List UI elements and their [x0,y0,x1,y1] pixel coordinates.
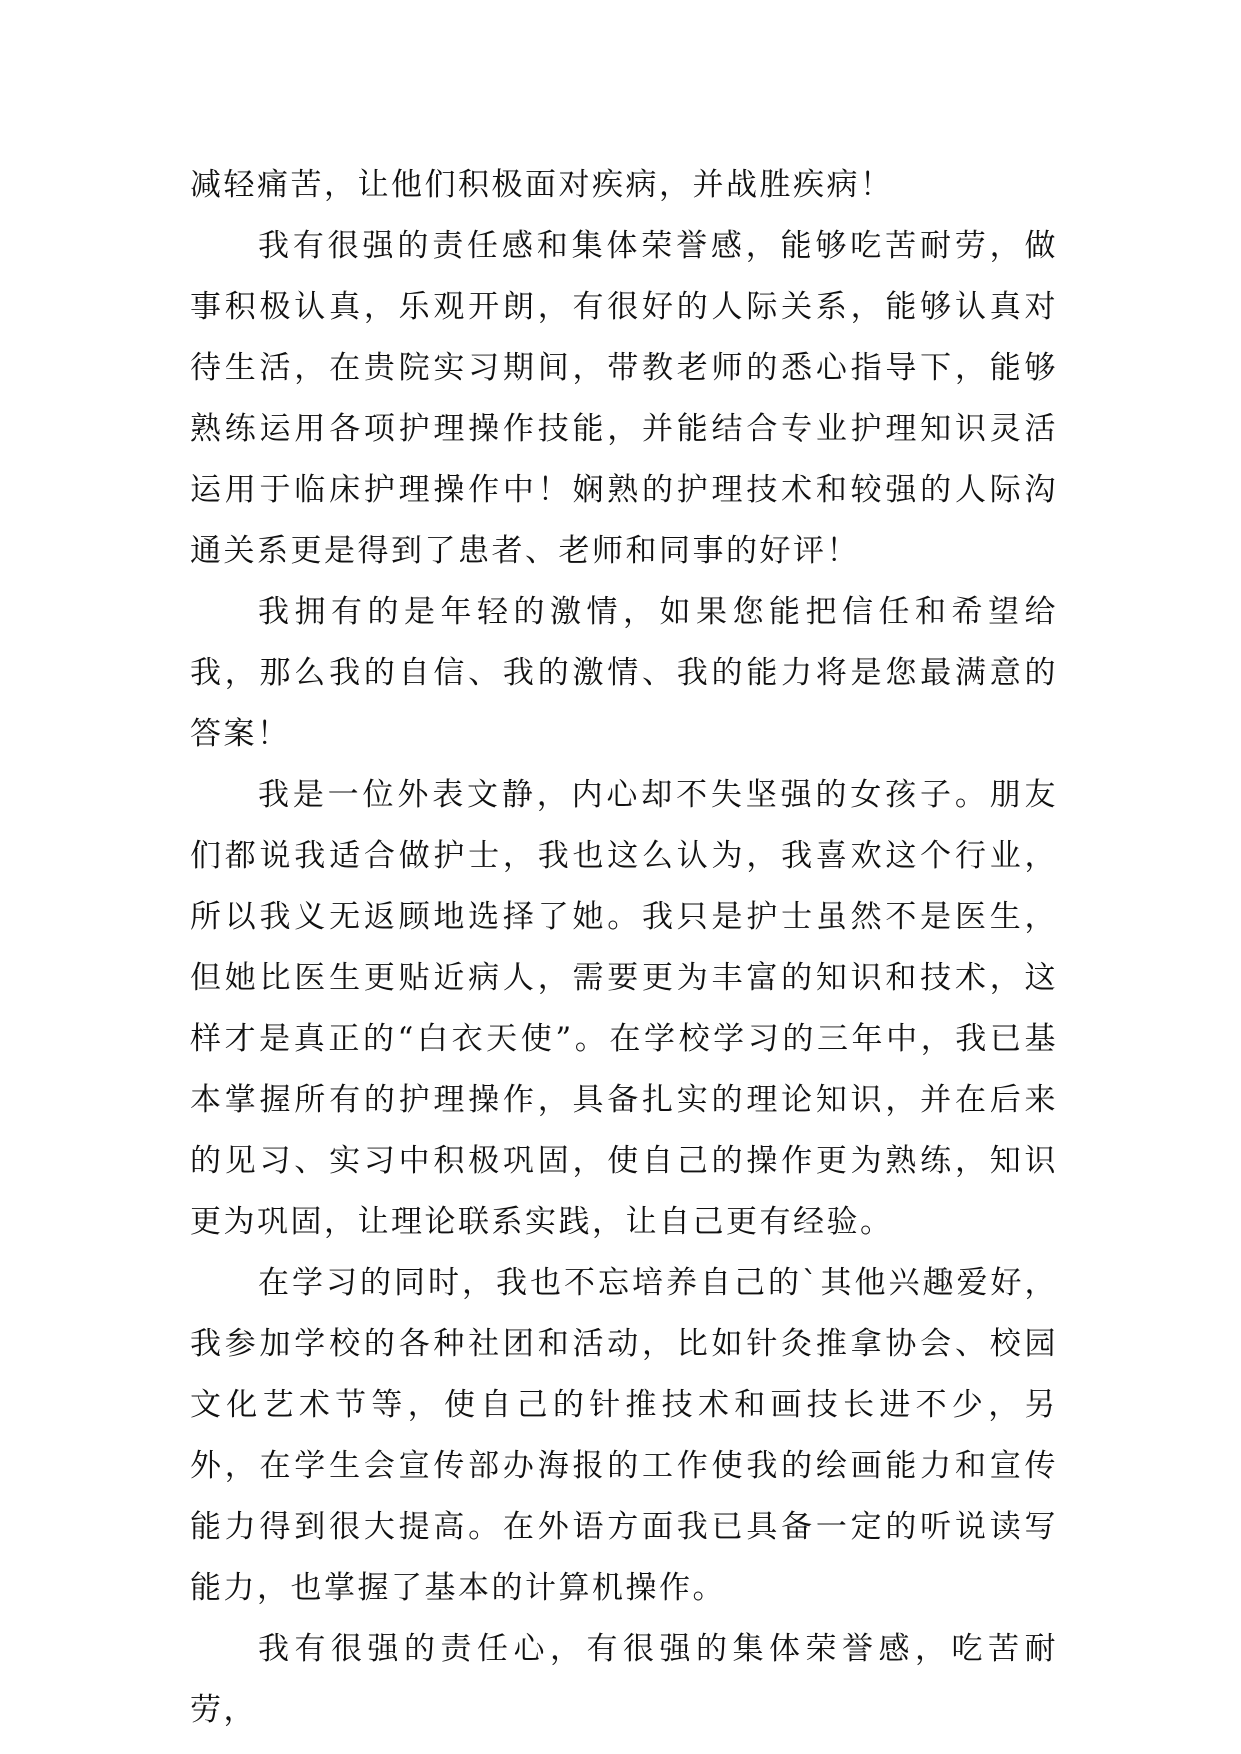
document-body [190,155,1058,1741]
paragraph-continuation: 减轻痛苦，让他们积极面对疾病，并战胜疾病！ [190,167,894,203]
paragraph-passion: 我拥有的是年轻的激情，如果您能把信任和希望给我，那么我的自信、我的激情、我的能力将是您最满意的答案！ [190,594,1058,752]
paragraph-about-me: 我是一位外表文静，内心却不失坚强的女孩子。朋友们都说我适合做护士，我也这么认为，我喜欢这个行业，所以我义无返顾地选择了她。我只是护士虽然不是医生，但她比医生更贴近病人，需要更为丰富的知识和技术，这样才是真正的“白衣天使”。在学校学习的三年中，我已基本掌握所有的护理操作，具备扎实的理论知识，并在后来的见习、实习中积极巩固，使自己的操作更为熟练，知识更为巩固，让理论联系实践，让自己更有经验。 [190,777,1058,1240]
paragraph-closing: 我有很强的责任心，有很强的集体荣誉感，吃苦耐劳， [190,1631,1058,1728]
paragraph-responsibility: 我有很强的责任感和集体荣誉感，能够吃苦耐劳，做事积极认真，乐观开朗，有很好的人际关系，能够认真对待生活，在贵院实习期间，带教老师的悉心指导下，能够熟练运用各项护理操作技能，并能结合专业护理知识灵活运用于临床护理操作中！娴熟的护理技术和较强的人际沟通关系更是得到了患者、老师和同事的好评！ [190,228,1058,569]
paragraph-hobbies: 在学习的同时，我也不忘培养自己的`其他兴趣爱好，我参加学校的各种社团和活动，比如针灸推拿协会、校园文化艺术节等，使自己的针推技术和画技长进不少，另外，在学生会宣传部办海报的工作使我的绘画能力和宣传能力得到很大提高。在外语方面我已具备一定的听说读写能力，也掌握了基本的计算机操作。 [190,1265,1058,1606]
